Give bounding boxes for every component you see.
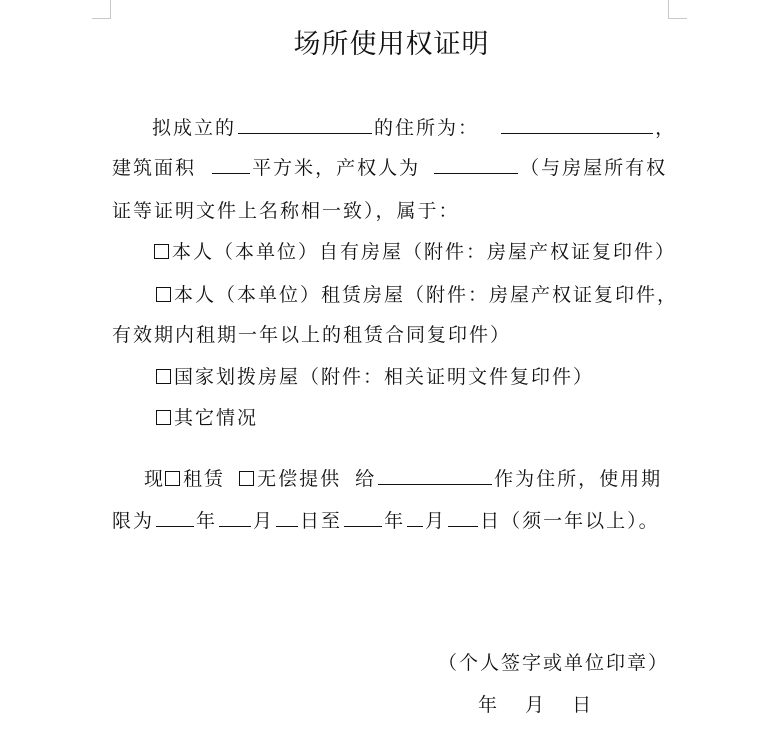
page-title: 场所使用权证明: [293, 29, 490, 60]
option-own-house: [154, 239, 676, 265]
para2-month-2: 月: [425, 510, 447, 532]
para2-day-end: 日（须一年以上）。: [480, 510, 660, 532]
signature-line: [438, 650, 669, 676]
option-allocated-house: [156, 364, 594, 390]
para2-year-1: 年: [196, 510, 218, 532]
start-year-blank[interactable]: [156, 508, 194, 527]
para2-line1: [144, 466, 662, 492]
option-other-checkbox[interactable]: [156, 410, 171, 425]
date-year: 年: [478, 694, 500, 716]
date-day: 日: [572, 694, 594, 716]
para2-rent: 租赁: [183, 468, 226, 490]
company-name-blank[interactable]: [238, 115, 372, 134]
free-checkbox[interactable]: [239, 471, 254, 486]
date-month: 月: [525, 694, 547, 716]
para1-text-e: 平方米，产权人为: [252, 157, 421, 179]
option-rented-house: [156, 282, 678, 308]
para2-as: 作为住所，使用期: [494, 468, 663, 490]
para2-day-to: 日至: [300, 510, 343, 532]
para1-text-g: 证等证明文件上名称相一致），属于：: [112, 200, 460, 222]
option-rented-house-label-cont: 有效期内租期一年以上的租赁合同复印件）: [112, 324, 512, 346]
para2-line2: [112, 508, 660, 534]
para1-text-b: 的住所为：: [374, 117, 480, 139]
para1-text-a: 拟成立的: [152, 117, 237, 139]
page-corner-mark-left: [92, 0, 111, 19]
para1-line1: [152, 115, 676, 141]
option-own-house-label: 本人（本单位）自有房屋（附件：房屋产权证复印件）: [172, 241, 677, 263]
para2-free: 无偿提供: [257, 468, 342, 490]
end-month-blank[interactable]: [407, 508, 423, 527]
signature-text: （个人签字或单位印章）: [438, 652, 670, 674]
para2-now: 现: [144, 468, 166, 490]
para2-give: 给: [355, 468, 377, 490]
option-other-label: 其它情况: [174, 407, 259, 429]
recipient-blank[interactable]: [378, 466, 492, 485]
end-year-blank[interactable]: [344, 508, 382, 527]
rent-checkbox[interactable]: [165, 471, 180, 486]
option-rented-house-label: 本人（本单位）租赁房屋（附件：房屋产权证复印件，: [174, 284, 679, 306]
option-rented-house-cont: [112, 322, 511, 348]
para1-line3: [112, 198, 460, 224]
para1-text-c: ，: [655, 117, 677, 139]
address-blank[interactable]: [501, 115, 653, 134]
para2-month-1: 月: [253, 510, 275, 532]
owner-blank[interactable]: [434, 155, 518, 174]
page-corner-mark-right: [668, 0, 687, 19]
start-day-blank[interactable]: [276, 508, 298, 527]
option-allocated-house-checkbox[interactable]: [156, 369, 171, 384]
para1-line2: [112, 155, 667, 181]
option-allocated-house-label: 国家划拨房屋（附件：相关证明文件复印件）: [174, 366, 595, 388]
para2-limit: 限为: [112, 510, 155, 532]
option-other: [156, 405, 258, 431]
option-rented-house-checkbox[interactable]: [156, 287, 171, 302]
para2-year-2: 年: [384, 510, 406, 532]
start-month-blank[interactable]: [219, 508, 251, 527]
para1-text-f: （与房屋所有权: [520, 157, 668, 179]
area-blank[interactable]: [212, 155, 250, 174]
para1-text-d: 建筑面积: [112, 157, 197, 179]
option-own-house-checkbox[interactable]: [154, 244, 169, 259]
date-line: [478, 692, 593, 718]
end-day-blank[interactable]: [448, 508, 478, 527]
